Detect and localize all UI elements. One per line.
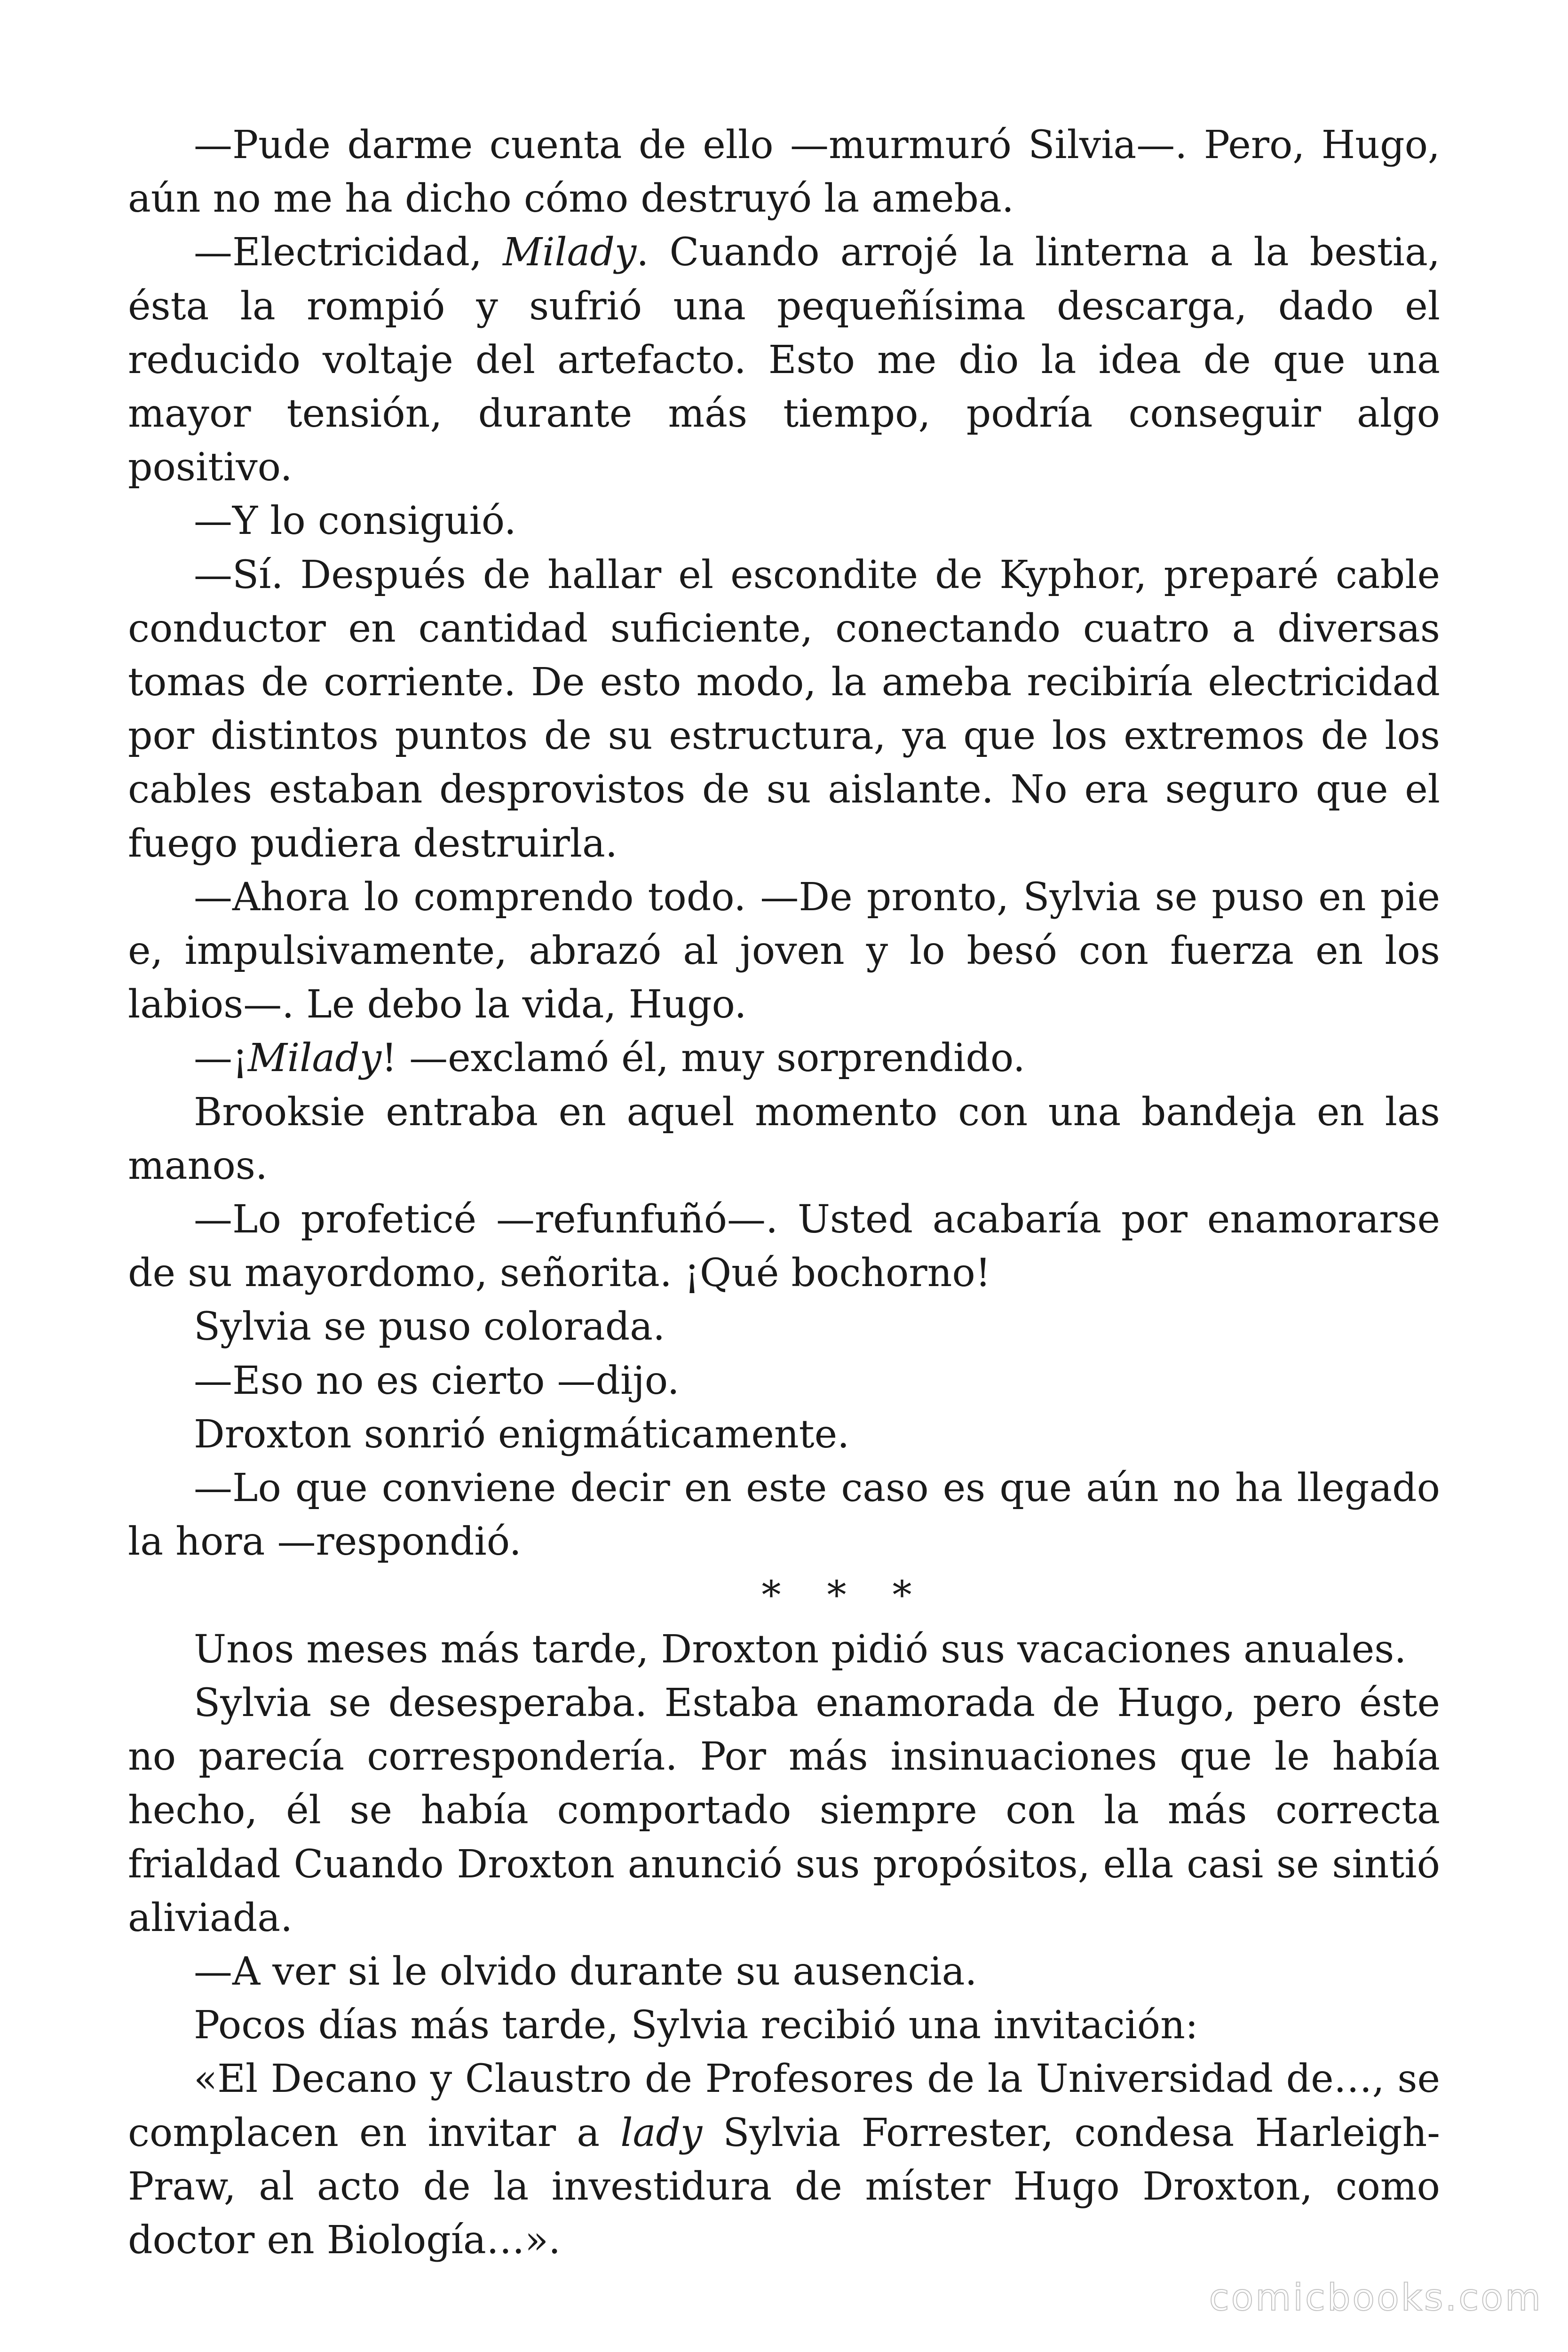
text-run: «El Decano y Claustro de Profesores de la Universidad de…, se complacen en invitar a <box>128 2057 1440 2155</box>
text-run: * * * <box>761 1573 929 1618</box>
italic-text: lady <box>620 2110 703 2155</box>
text-run: —Pude darme cuenta de ello —murmuró Silvia—. Pero, Hugo, aún no me ha dicho cómo destruyó la ameba. <box>128 123 1440 222</box>
paragraph <box>128 1408 1440 1462</box>
paragraph <box>128 1300 1440 1354</box>
paragraph <box>128 1193 1440 1300</box>
text-run: Droxton sonrió enigmáticamente. <box>194 1412 850 1457</box>
paragraph <box>128 2052 1440 2267</box>
body-text <box>128 119 1440 2267</box>
text-run: Pocos días más tarde, Sylvia recibió una invitación: <box>194 2003 1198 2048</box>
italic-text: Milady <box>503 230 637 275</box>
paragraph <box>128 1945 1440 1999</box>
text-run: —Sí. Después de hallar el escondite de Kyphor, preparé cable conductor en cantidad suficiente, conectando cuatro a diversas tomas de corriente. De esto modo, la ameba recibiría electricidad por distintos puntos de su estructura, ya que los extremos de los cables estaban desprovistos de su aislante. No era seguro que el fuego pudiera destruirla. <box>128 552 1440 866</box>
paragraph <box>128 871 1440 1032</box>
italic-text: Milady <box>247 1036 382 1081</box>
text-run: —Electricidad, <box>194 230 503 275</box>
text-run: —¡ <box>194 1036 248 1081</box>
text-run: —Lo que conviene decir en este caso es que aún no ha llegado la hora —respondió. <box>128 1466 1440 1565</box>
text-run: Brooksie entraba en aquel momento con una bandeja en las manos. <box>128 1089 1440 1188</box>
text-run: —A ver si le olvido durante su ausencia. <box>194 1949 977 1994</box>
text-run: —Lo profeticé —refunfuñó—. Usted acabaría por enamorarse de su mayordomo, señorita. ¡Qué bochorno! <box>128 1197 1440 1296</box>
section-separator <box>128 1569 1440 1622</box>
paragraph <box>128 494 1440 548</box>
paragraph <box>128 119 1440 226</box>
paragraph <box>128 1999 1440 2052</box>
text-run: Unos meses más tarde, Droxton pidió sus vacaciones anuales. <box>194 1627 1407 1672</box>
text-run: —Ahora lo comprendo todo. —De pronto, Sylvia se puso en pie e, impulsivamente, abrazó al joven y lo besó con fuerza en los labios—. Le debo la vida, Hugo. <box>128 874 1440 1027</box>
watermark: comicbooks.com <box>1209 2277 1543 2319</box>
paragraph <box>128 1623 1440 1677</box>
text-run: Sylvia Forrester, condesa Harleigh-Praw, al acto de la investidura de míster Hugo Droxton, como doctor en Biología…». <box>128 2110 1440 2263</box>
paragraph <box>128 1032 1440 1085</box>
text-run: —Eso no es cierto —dijo. <box>194 1358 680 1403</box>
paragraph <box>128 226 1440 494</box>
paragraph <box>128 548 1440 871</box>
paragraph <box>128 1462 1440 1569</box>
text-run: . Cuando arrojé la linterna a la bestia, ésta la rompió y sufrió una pequeñísima descarga, dado el reducido voltaje del artefacto. Esto me dio la idea de que una mayor tensión, durante más tiempo, podría conseguir algo positivo. <box>128 230 1440 490</box>
paragraph <box>128 1086 1440 1193</box>
text-run: Sylvia se puso colorada. <box>194 1304 665 1350</box>
text-run: ! —exclamó él, muy sorprendido. <box>381 1036 1025 1081</box>
paragraph <box>128 1354 1440 1408</box>
text-run: Sylvia se desesperaba. Estaba enamorada de Hugo, pero éste no parecía correspondería. Por más insinuaciones que le había hecho, él se había comportado siempre con la más correcta frialdad Cuando Droxton anunció sus propósitos, ella casi se sintió aliviada. <box>128 1680 1440 1940</box>
text-run: —Y lo consiguió. <box>194 499 516 544</box>
paragraph <box>128 1677 1440 1945</box>
